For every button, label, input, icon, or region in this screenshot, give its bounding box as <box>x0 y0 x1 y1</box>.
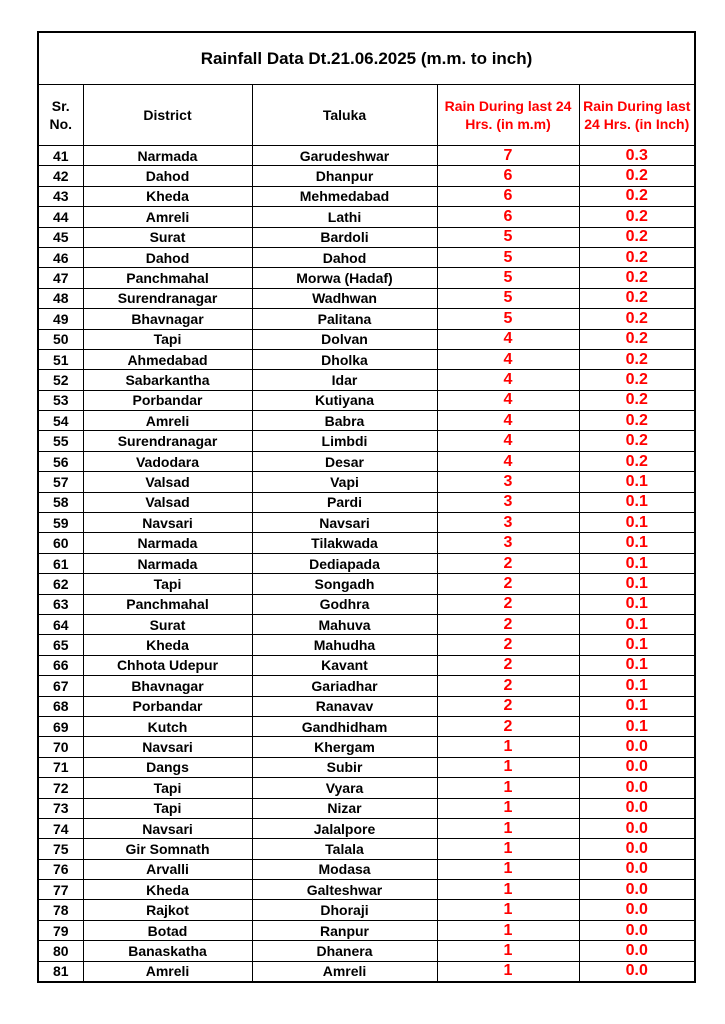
cell-taluka: Gariadhar <box>252 676 437 696</box>
cell-sr-no: 43 <box>38 186 83 206</box>
cell-district: Chhota Udepur <box>83 655 252 675</box>
cell-rain-inch: 0.2 <box>579 268 695 288</box>
cell-district: Arvalli <box>83 859 252 879</box>
cell-rain-mm: 1 <box>437 737 579 757</box>
header-rain-inch: Rain During last 24 Hrs. (in Inch) <box>579 85 695 146</box>
table-body <box>38 146 695 983</box>
cell-rain-inch: 0.0 <box>579 920 695 940</box>
cell-rain-mm: 2 <box>437 716 579 736</box>
rainfall-table <box>37 31 696 983</box>
cell-sr-no: 41 <box>38 146 83 166</box>
cell-rain-mm: 1 <box>437 880 579 900</box>
cell-district: Dahod <box>83 247 252 267</box>
cell-rain-mm: 1 <box>437 900 579 920</box>
table-row <box>38 166 695 186</box>
cell-sr-no: 62 <box>38 574 83 594</box>
cell-taluka: Amreli <box>252 961 437 982</box>
cell-sr-no: 76 <box>38 859 83 879</box>
cell-sr-no: 59 <box>38 513 83 533</box>
cell-district: Ahmedabad <box>83 349 252 369</box>
cell-rain-inch: 0.1 <box>579 574 695 594</box>
cell-rain-mm: 1 <box>437 961 579 982</box>
cell-sr-no: 67 <box>38 676 83 696</box>
cell-sr-no: 69 <box>38 716 83 736</box>
cell-rain-inch: 0.0 <box>579 941 695 961</box>
cell-rain-inch: 0.0 <box>579 757 695 777</box>
cell-sr-no: 74 <box>38 818 83 838</box>
cell-district: Tapi <box>83 798 252 818</box>
cell-district: Navsari <box>83 513 252 533</box>
cell-district: Botad <box>83 920 252 940</box>
cell-taluka: Kutiyana <box>252 390 437 410</box>
cell-district: Narmada <box>83 533 252 553</box>
cell-rain-inch: 0.1 <box>579 676 695 696</box>
cell-taluka: Ranpur <box>252 920 437 940</box>
cell-rain-mm: 2 <box>437 574 579 594</box>
table-row <box>38 594 695 614</box>
cell-taluka: Garudeshwar <box>252 146 437 166</box>
cell-rain-mm: 1 <box>437 778 579 798</box>
cell-district: Valsad <box>83 492 252 512</box>
cell-district: Bhavnagar <box>83 309 252 329</box>
cell-rain-inch: 0.0 <box>579 961 695 982</box>
table-row <box>38 839 695 859</box>
table-row <box>38 268 695 288</box>
cell-district: Rajkot <box>83 900 252 920</box>
cell-taluka: Talala <box>252 839 437 859</box>
cell-taluka: Kavant <box>252 655 437 675</box>
cell-rain-inch: 0.2 <box>579 186 695 206</box>
cell-sr-no: 51 <box>38 349 83 369</box>
cell-taluka: Vapi <box>252 472 437 492</box>
header-rain-mm: Rain During last 24 Hrs. (in m.m) <box>437 85 579 146</box>
cell-taluka: Wadhwan <box>252 288 437 308</box>
cell-sr-no: 77 <box>38 880 83 900</box>
cell-rain-inch: 0.2 <box>579 227 695 247</box>
table-row <box>38 370 695 390</box>
table-row <box>38 186 695 206</box>
table-row <box>38 431 695 451</box>
cell-rain-mm: 3 <box>437 533 579 553</box>
cell-taluka: Navsari <box>252 513 437 533</box>
cell-rain-inch: 0.2 <box>579 288 695 308</box>
cell-rain-inch: 0.1 <box>579 472 695 492</box>
cell-rain-inch: 0.0 <box>579 798 695 818</box>
cell-rain-mm: 4 <box>437 451 579 471</box>
cell-rain-mm: 6 <box>437 186 579 206</box>
cell-taluka: Dolvan <box>252 329 437 349</box>
table-row <box>38 818 695 838</box>
cell-rain-inch: 0.2 <box>579 166 695 186</box>
cell-sr-no: 68 <box>38 696 83 716</box>
cell-district: Valsad <box>83 472 252 492</box>
table-row <box>38 778 695 798</box>
table-row <box>38 390 695 410</box>
cell-district: Kheda <box>83 880 252 900</box>
cell-taluka: Pardi <box>252 492 437 512</box>
cell-rain-mm: 1 <box>437 798 579 818</box>
cell-sr-no: 42 <box>38 166 83 186</box>
table-row <box>38 349 695 369</box>
cell-district: Panchmahal <box>83 594 252 614</box>
cell-rain-mm: 5 <box>437 268 579 288</box>
table-row <box>38 553 695 573</box>
cell-sr-no: 70 <box>38 737 83 757</box>
cell-district: Narmada <box>83 553 252 573</box>
cell-taluka: Morwa (Hadaf) <box>252 268 437 288</box>
table-row <box>38 574 695 594</box>
cell-rain-inch: 0.0 <box>579 900 695 920</box>
cell-sr-no: 75 <box>38 839 83 859</box>
cell-sr-no: 71 <box>38 757 83 777</box>
cell-rain-inch: 0.0 <box>579 778 695 798</box>
cell-taluka: Idar <box>252 370 437 390</box>
cell-district: Porbandar <box>83 390 252 410</box>
cell-rain-inch: 0.1 <box>579 696 695 716</box>
cell-rain-mm: 1 <box>437 920 579 940</box>
cell-rain-mm: 2 <box>437 594 579 614</box>
cell-district: Surat <box>83 614 252 634</box>
cell-rain-mm: 1 <box>437 818 579 838</box>
cell-rain-mm: 3 <box>437 472 579 492</box>
table-row <box>38 655 695 675</box>
cell-district: Surendranagar <box>83 431 252 451</box>
table-row <box>38 146 695 166</box>
cell-sr-no: 56 <box>38 451 83 471</box>
table-row <box>38 411 695 431</box>
cell-rain-inch: 0.1 <box>579 635 695 655</box>
cell-district: Navsari <box>83 737 252 757</box>
cell-sr-no: 54 <box>38 411 83 431</box>
cell-district: Tapi <box>83 574 252 594</box>
table-row <box>38 676 695 696</box>
cell-rain-inch: 0.3 <box>579 146 695 166</box>
table-row <box>38 920 695 940</box>
table-row <box>38 737 695 757</box>
cell-rain-inch: 0.1 <box>579 655 695 675</box>
cell-rain-mm: 3 <box>437 492 579 512</box>
table-row <box>38 492 695 512</box>
cell-rain-mm: 4 <box>437 349 579 369</box>
header-district: District <box>83 85 252 146</box>
cell-taluka: Limbdi <box>252 431 437 451</box>
cell-rain-mm: 2 <box>437 553 579 573</box>
cell-taluka: Godhra <box>252 594 437 614</box>
cell-district: Amreli <box>83 411 252 431</box>
cell-district: Porbandar <box>83 696 252 716</box>
cell-rain-inch: 0.0 <box>579 818 695 838</box>
cell-sr-no: 50 <box>38 329 83 349</box>
cell-district: Dahod <box>83 166 252 186</box>
table-row <box>38 472 695 492</box>
cell-taluka: Khergam <box>252 737 437 757</box>
cell-sr-no: 66 <box>38 655 83 675</box>
cell-rain-mm: 2 <box>437 655 579 675</box>
cell-rain-mm: 7 <box>437 146 579 166</box>
table-row <box>38 329 695 349</box>
cell-rain-inch: 0.1 <box>579 492 695 512</box>
cell-rain-inch: 0.2 <box>579 370 695 390</box>
cell-rain-mm: 5 <box>437 309 579 329</box>
table-row <box>38 859 695 879</box>
cell-taluka: Dahod <box>252 247 437 267</box>
cell-sr-no: 58 <box>38 492 83 512</box>
cell-rain-inch: 0.0 <box>579 880 695 900</box>
table-row <box>38 227 695 247</box>
cell-rain-inch: 0.1 <box>579 553 695 573</box>
cell-district: Surat <box>83 227 252 247</box>
cell-rain-inch: 0.0 <box>579 839 695 859</box>
cell-taluka: Subir <box>252 757 437 777</box>
cell-rain-inch: 0.2 <box>579 349 695 369</box>
cell-rain-mm: 2 <box>437 676 579 696</box>
cell-rain-inch: 0.0 <box>579 859 695 879</box>
cell-sr-no: 65 <box>38 635 83 655</box>
cell-district: Navsari <box>83 818 252 838</box>
cell-district: Tapi <box>83 329 252 349</box>
cell-district: Dangs <box>83 757 252 777</box>
cell-district: Banaskatha <box>83 941 252 961</box>
cell-sr-no: 44 <box>38 207 83 227</box>
cell-sr-no: 48 <box>38 288 83 308</box>
cell-rain-inch: 0.2 <box>579 247 695 267</box>
cell-taluka: Bardoli <box>252 227 437 247</box>
cell-rain-mm: 4 <box>437 411 579 431</box>
cell-sr-no: 55 <box>38 431 83 451</box>
cell-sr-no: 61 <box>38 553 83 573</box>
table-row <box>38 941 695 961</box>
cell-taluka: Ranavav <box>252 696 437 716</box>
table-row <box>38 696 695 716</box>
cell-sr-no: 60 <box>38 533 83 553</box>
table-row <box>38 288 695 308</box>
cell-rain-mm: 5 <box>437 247 579 267</box>
table-row <box>38 309 695 329</box>
header-row <box>38 85 695 146</box>
cell-sr-no: 57 <box>38 472 83 492</box>
cell-rain-inch: 0.2 <box>579 309 695 329</box>
cell-district: Bhavnagar <box>83 676 252 696</box>
cell-district: Tapi <box>83 778 252 798</box>
cell-rain-inch: 0.1 <box>579 513 695 533</box>
cell-district: Narmada <box>83 146 252 166</box>
cell-rain-inch: 0.1 <box>579 716 695 736</box>
cell-rain-mm: 2 <box>437 614 579 634</box>
cell-taluka: Dhoraji <box>252 900 437 920</box>
cell-rain-mm: 6 <box>437 207 579 227</box>
cell-district: Panchmahal <box>83 268 252 288</box>
cell-rain-mm: 5 <box>437 288 579 308</box>
cell-sr-no: 45 <box>38 227 83 247</box>
header-sr-no: Sr. No. <box>38 85 83 146</box>
cell-taluka: Dholka <box>252 349 437 369</box>
table-row <box>38 533 695 553</box>
header-taluka: Taluka <box>252 85 437 146</box>
table-row <box>38 207 695 227</box>
cell-taluka: Mehmedabad <box>252 186 437 206</box>
table-row <box>38 716 695 736</box>
table-row <box>38 880 695 900</box>
cell-taluka: Dhanpur <box>252 166 437 186</box>
cell-taluka: Vyara <box>252 778 437 798</box>
cell-sr-no: 80 <box>38 941 83 961</box>
cell-taluka: Palitana <box>252 309 437 329</box>
cell-sr-no: 52 <box>38 370 83 390</box>
cell-rain-mm: 1 <box>437 757 579 777</box>
cell-sr-no: 73 <box>38 798 83 818</box>
cell-sr-no: 72 <box>38 778 83 798</box>
cell-taluka: Mahuva <box>252 614 437 634</box>
cell-taluka: Lathi <box>252 207 437 227</box>
cell-rain-inch: 0.1 <box>579 594 695 614</box>
cell-rain-inch: 0.0 <box>579 737 695 757</box>
cell-district: Amreli <box>83 207 252 227</box>
cell-taluka: Nizar <box>252 798 437 818</box>
cell-district: Sabarkantha <box>83 370 252 390</box>
rainfall-report <box>37 31 694 983</box>
cell-district: Kutch <box>83 716 252 736</box>
cell-sr-no: 53 <box>38 390 83 410</box>
cell-rain-inch: 0.2 <box>579 329 695 349</box>
table-row <box>38 614 695 634</box>
cell-rain-mm: 3 <box>437 513 579 533</box>
cell-taluka: Galteshwar <box>252 880 437 900</box>
cell-rain-inch: 0.2 <box>579 207 695 227</box>
cell-sr-no: 81 <box>38 961 83 982</box>
cell-taluka: Dhanera <box>252 941 437 961</box>
cell-rain-mm: 4 <box>437 329 579 349</box>
cell-rain-inch: 0.2 <box>579 411 695 431</box>
cell-sr-no: 49 <box>38 309 83 329</box>
cell-district: Vadodara <box>83 451 252 471</box>
cell-taluka: Desar <box>252 451 437 471</box>
cell-rain-inch: 0.2 <box>579 451 695 471</box>
cell-taluka: Jalalpore <box>252 818 437 838</box>
cell-sr-no: 47 <box>38 268 83 288</box>
cell-rain-mm: 6 <box>437 166 579 186</box>
table-row <box>38 961 695 982</box>
cell-taluka: Dediapada <box>252 553 437 573</box>
cell-rain-mm: 4 <box>437 431 579 451</box>
cell-rain-mm: 1 <box>437 839 579 859</box>
cell-rain-inch: 0.1 <box>579 533 695 553</box>
table-row <box>38 635 695 655</box>
cell-rain-mm: 4 <box>437 370 579 390</box>
cell-district: Amreli <box>83 961 252 982</box>
cell-rain-mm: 1 <box>437 859 579 879</box>
table-row <box>38 798 695 818</box>
cell-sr-no: 78 <box>38 900 83 920</box>
cell-taluka: Modasa <box>252 859 437 879</box>
cell-taluka: Tilakwada <box>252 533 437 553</box>
cell-taluka: Gandhidham <box>252 716 437 736</box>
table-row <box>38 757 695 777</box>
cell-rain-mm: 4 <box>437 390 579 410</box>
cell-taluka: Songadh <box>252 574 437 594</box>
cell-sr-no: 64 <box>38 614 83 634</box>
cell-sr-no: 63 <box>38 594 83 614</box>
cell-rain-inch: 0.2 <box>579 431 695 451</box>
table-row <box>38 451 695 471</box>
table-row <box>38 900 695 920</box>
cell-rain-inch: 0.2 <box>579 390 695 410</box>
cell-sr-no: 46 <box>38 247 83 267</box>
cell-district: Kheda <box>83 635 252 655</box>
cell-district: Surendranagar <box>83 288 252 308</box>
cell-rain-inch: 0.1 <box>579 614 695 634</box>
cell-district: Kheda <box>83 186 252 206</box>
cell-sr-no: 79 <box>38 920 83 940</box>
table-row <box>38 247 695 267</box>
cell-rain-mm: 5 <box>437 227 579 247</box>
table-title: Rainfall Data Dt.21.06.2025 (m.m. to inch) <box>38 32 695 85</box>
cell-district: Gir Somnath <box>83 839 252 859</box>
cell-taluka: Babra <box>252 411 437 431</box>
cell-rain-mm: 2 <box>437 696 579 716</box>
cell-taluka: Mahudha <box>252 635 437 655</box>
cell-rain-mm: 2 <box>437 635 579 655</box>
cell-rain-mm: 1 <box>437 941 579 961</box>
table-row <box>38 513 695 533</box>
